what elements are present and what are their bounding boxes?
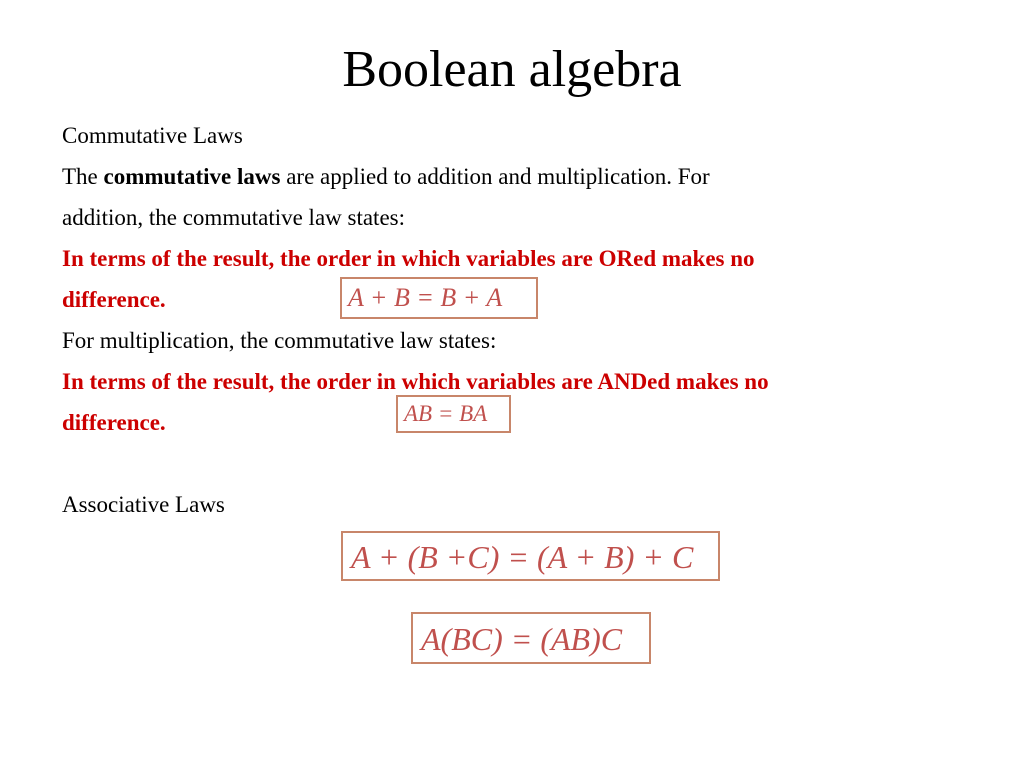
associative-heading: Associative Laws <box>62 492 225 517</box>
or-statement-line-1: In terms of the result, the order in which variables are ORed makes no <box>62 246 755 271</box>
formula-mult-associative: A(BC) = (AB)C <box>411 612 651 664</box>
multiplication-intro: For multiplication, the commutative law states: <box>62 328 497 353</box>
formula-mult-commutative: AB = BA <box>396 395 511 433</box>
slide-title: Boolean algebra <box>342 41 682 98</box>
commutative-intro-line-2: addition, the commutative law states: <box>62 205 406 230</box>
commutative-intro-line-1 <box>62 163 710 191</box>
intro-prefix: The <box>62 164 104 189</box>
intro-bold-term: commutative laws <box>103 164 281 189</box>
formula-add-associative: A + (B +C) = (A + B) + C <box>341 531 720 581</box>
intro-suffix: are applied to addition and multiplication. For <box>280 164 710 189</box>
formula-add-commutative: A + B = B + A <box>340 277 538 319</box>
or-statement-line-2: difference. <box>62 287 166 312</box>
commutative-heading: Commutative Laws <box>62 123 243 148</box>
and-statement-line-1: In terms of the result, the order in which variables are ANDed makes no <box>62 369 769 394</box>
and-statement-line-2: difference. <box>62 410 166 435</box>
